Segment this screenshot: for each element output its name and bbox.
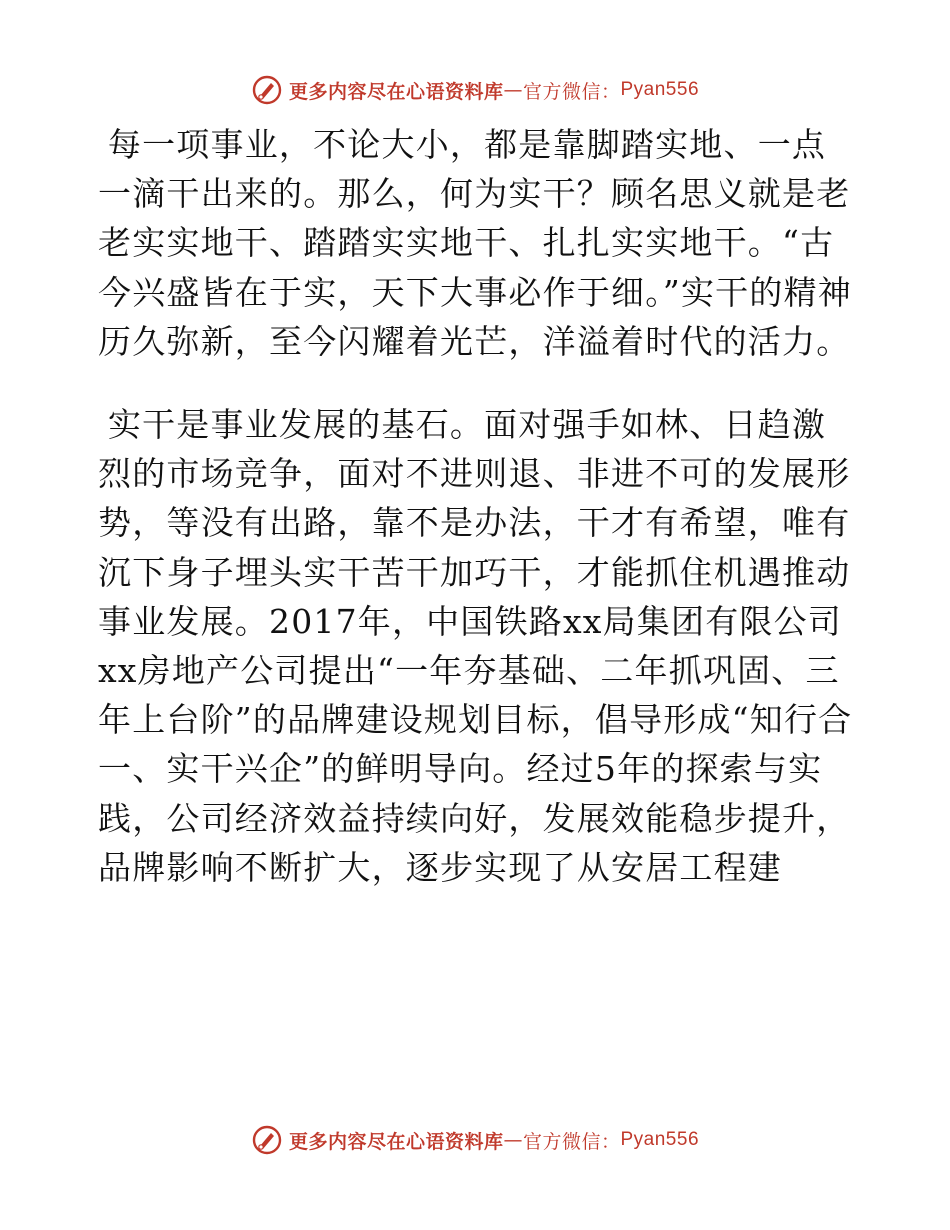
watermark-wechat-id: Pyan556 xyxy=(620,79,700,100)
header-watermark xyxy=(0,70,950,110)
brand-logo-icon xyxy=(251,74,283,106)
watermark-wechat-label: 官方微信： xyxy=(522,1130,621,1153)
watermark-site-text: 更多内容尽在心语资料库 xyxy=(288,80,504,103)
brand-logo-icon xyxy=(251,1124,283,1156)
watermark-separator: — xyxy=(503,79,523,101)
watermark-separator: — xyxy=(503,1129,523,1151)
watermark-wechat-label: 官方微信： xyxy=(522,80,621,103)
document-body xyxy=(98,120,858,892)
watermark-site-text: 更多内容尽在心语资料库 xyxy=(288,1130,504,1153)
paragraph-1: 每一项事业，不论大小，都是靠脚踏实地、一点一滴干出来的。那么，何为实干？顾名思义就是老老实实地干、踏踏实实地干、扎扎实实地干。“古今兴盛皆在于实，天下大事必作于细。”实干的精神历久弥新，至今闪耀着光芒，洋溢着时代的活力。 xyxy=(98,125,852,361)
footer-watermark xyxy=(0,1120,950,1160)
paragraph-2: 实干是事业发展的基石。面对强手如林、日趋激烈的市场竞争，面对不进则退、非进不可的发展形势，等没有出路，靠不是办法，干才有希望，唯有沉下身子埋头实干苦干加巧干，才能抓住机遇推动事业发展。2017年，中国铁路xx局集团有限公司xx房地产公司提出“一年夯基础、二年抓巩固、三年上台阶”的品牌建设规划目标，倡导形成“知行合一、实干兴企”的鲜明导向。经过5年的探索与实践，公司经济效益持续向好，发展效能稳步提升，品牌影响不断扩大，逐步实现了从安居工程建 xyxy=(98,405,853,887)
watermark-wechat-id: Pyan556 xyxy=(620,1129,700,1150)
